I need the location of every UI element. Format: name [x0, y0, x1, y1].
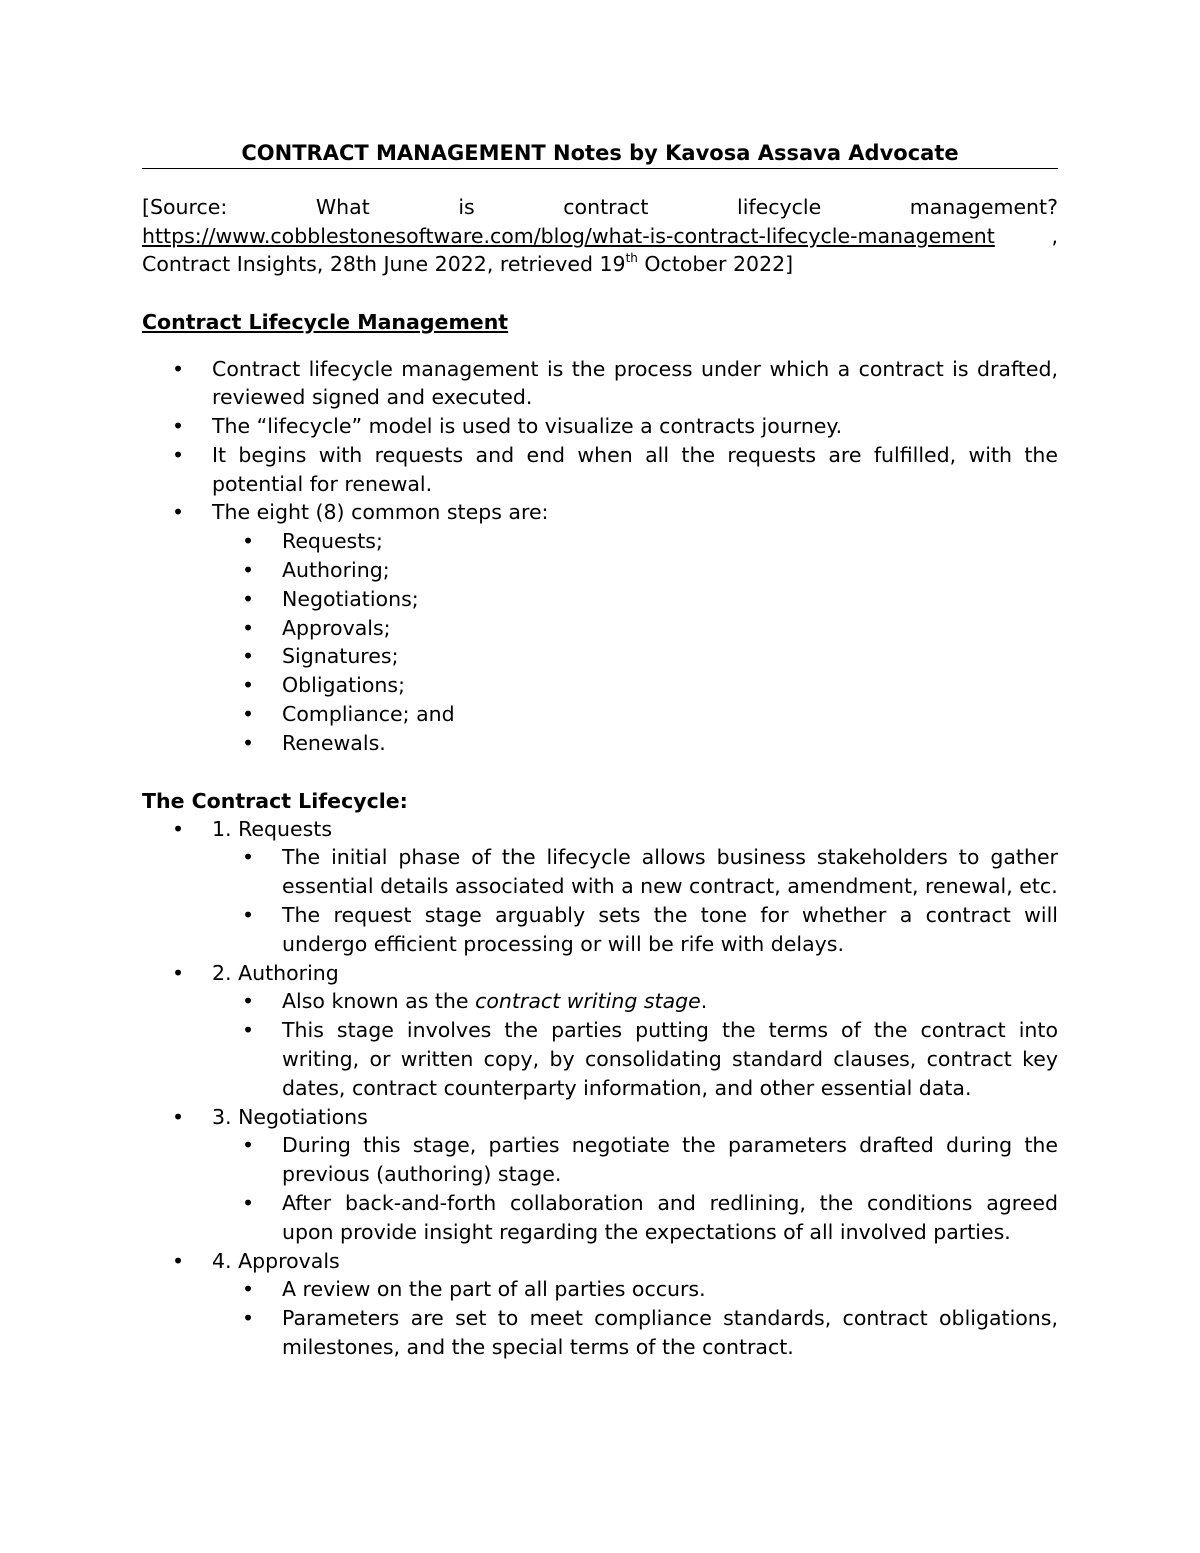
- stage-label: 3. Negotiations: [212, 1104, 368, 1129]
- list-item: [142, 412, 1058, 441]
- step-item: [212, 729, 1058, 758]
- source-superscript: th: [625, 251, 638, 266]
- stage-points: [142, 987, 1058, 1102]
- section-heading-contract-lifecycle: The Contract Lifecycle:: [142, 788, 408, 813]
- source-word: lifecycle: [737, 195, 822, 219]
- list-item-text: The “lifecycle” model is used to visualize a contracts journey.: [212, 414, 843, 439]
- step-text: Requests;: [282, 529, 383, 554]
- stage-point-text: After back-and-forth collaboration and redlining, the conditions agreed upon provide insight regarding the expectations of all involved parties.: [282, 1191, 1058, 1244]
- bullet-icon: •: [172, 1248, 185, 1273]
- stage-points: [142, 843, 1058, 958]
- source-line-2: [142, 222, 1058, 251]
- stage-label: 2. Authoring: [212, 960, 339, 985]
- bullet-icon: •: [172, 414, 185, 439]
- bullet-icon: •: [242, 586, 255, 611]
- list-item-text: Contract lifecycle management is the process under which a contract is drafted, reviewed signed and executed.: [212, 356, 1058, 410]
- bullet-icon: •: [172, 1104, 185, 1129]
- list-item: [142, 498, 1058, 757]
- source-line-3: [142, 250, 1058, 279]
- step-text: Negotiations;: [282, 586, 419, 611]
- step-text: Authoring;: [282, 558, 390, 583]
- source-citation: [142, 193, 1058, 279]
- stage-point-text: During this stage, parties negotiate the parameters drafted during the previous (authoring) stage.: [282, 1133, 1058, 1187]
- list-item-text: The eight (8) common steps are:: [212, 500, 549, 525]
- stage-point: [212, 1016, 1058, 1102]
- step-item: [212, 700, 1058, 729]
- step-text: Approvals;: [282, 615, 391, 640]
- steps-list: [142, 527, 1058, 757]
- list-item: [142, 441, 1058, 499]
- bullet-icon: •: [172, 356, 185, 381]
- step-text: Signatures;: [282, 644, 399, 669]
- stage-points: [142, 1275, 1058, 1361]
- stage-points: [142, 1131, 1058, 1246]
- step-text: Compliance; and: [282, 702, 455, 727]
- bullet-icon: •: [242, 702, 255, 727]
- stage-point: [212, 1131, 1058, 1189]
- stage-item: [142, 1247, 1058, 1362]
- bullet-icon: •: [242, 673, 255, 698]
- stage-point-text: This stage involves the parties putting the terms of the contract into writing, or written copy, by consolidating standard clauses, contract key dates, contract counterparty information, and other essential data.: [282, 1018, 1058, 1100]
- source-date-text-end: October 2022]: [637, 252, 794, 276]
- source-date-text: Contract Insights, 28th June 2022, retrieved 19: [142, 252, 626, 276]
- step-item: [212, 671, 1058, 700]
- bullet-icon: •: [242, 903, 255, 928]
- bullet-icon: •: [242, 1133, 255, 1158]
- stage-point: [212, 1304, 1058, 1362]
- stage-point-text: Parameters are set to meet compliance standards, contract obligations, milestones, and the special terms of the contract.: [282, 1306, 1058, 1359]
- stage-item: [142, 815, 1058, 959]
- source-link[interactable]: https://www.cobblestonesoftware.com/blog/what-is-contract-lifecycle-management: [142, 223, 995, 248]
- bullet-icon: •: [172, 500, 185, 525]
- stages-list: [142, 815, 1058, 1362]
- bullet-icon: •: [242, 845, 255, 870]
- bullet-icon: •: [242, 529, 255, 554]
- bullet-icon: •: [172, 816, 185, 841]
- step-item: [212, 527, 1058, 556]
- source-word: is: [458, 195, 475, 219]
- stage-point: [212, 843, 1058, 901]
- bullet-icon: •: [242, 644, 255, 669]
- source-word: management?: [909, 195, 1058, 219]
- bullet-icon: •: [242, 730, 255, 755]
- bullet-icon: •: [242, 1306, 255, 1331]
- document-title: CONTRACT MANAGEMENT Notes by Kavosa Assava Advocate: [142, 138, 1058, 169]
- stage-point: [212, 901, 1058, 959]
- source-word: [Source:: [142, 195, 228, 219]
- bullet-icon: •: [242, 558, 255, 583]
- stage-point-text: A review on the part of all parties occurs.: [282, 1277, 706, 1302]
- bullet-icon: •: [172, 442, 185, 467]
- step-item: [212, 585, 1058, 614]
- list-item: [142, 355, 1058, 413]
- stage-label: 1. Requests: [212, 816, 333, 841]
- source-word: contract: [563, 195, 649, 219]
- bullet-icon: •: [242, 1018, 255, 1043]
- stage-item: [142, 959, 1058, 1103]
- bullet-icon: •: [242, 1277, 255, 1302]
- bullet-icon: •: [242, 989, 255, 1014]
- step-item: [212, 556, 1058, 585]
- document-body: [142, 138, 1058, 1362]
- stage-point-text: Also known as the: [282, 989, 476, 1014]
- source-word: What: [315, 195, 370, 219]
- list-item-text: It begins with requests and end when all the requests are fulfilled, with the potential for renewal.: [212, 442, 1058, 496]
- step-text: Obligations;: [282, 673, 405, 698]
- stage-label: 4. Approvals: [212, 1248, 340, 1273]
- step-text: Renewals.: [282, 730, 386, 755]
- stage-point: [212, 1275, 1058, 1304]
- lifecycle-bullet-list: [142, 355, 1058, 758]
- source-line-1: [142, 193, 1058, 222]
- stage-point: [212, 1189, 1058, 1247]
- bullet-icon: •: [242, 615, 255, 640]
- bullet-icon: •: [172, 960, 185, 985]
- step-item: [212, 642, 1058, 671]
- bullet-icon: •: [242, 1191, 255, 1216]
- stage-point-text: The request stage arguably sets the tone for whether a contract will undergo efficient processing or will be rife with delays.: [282, 903, 1058, 956]
- stage-point-text-end: .: [700, 989, 708, 1014]
- source-comma: ,: [1051, 223, 1058, 248]
- section-heading-lifecycle-management: Contract Lifecycle Management: [142, 309, 509, 334]
- stage-point: [212, 987, 1058, 1016]
- stage-point-emphasis: contract writing stage: [475, 989, 701, 1014]
- stage-point-text: The initial phase of the lifecycle allows business stakeholders to gather essential details associated with a new contract, amendment, renewal, etc.: [282, 845, 1058, 899]
- stage-item: [142, 1103, 1058, 1247]
- step-item: [212, 614, 1058, 643]
